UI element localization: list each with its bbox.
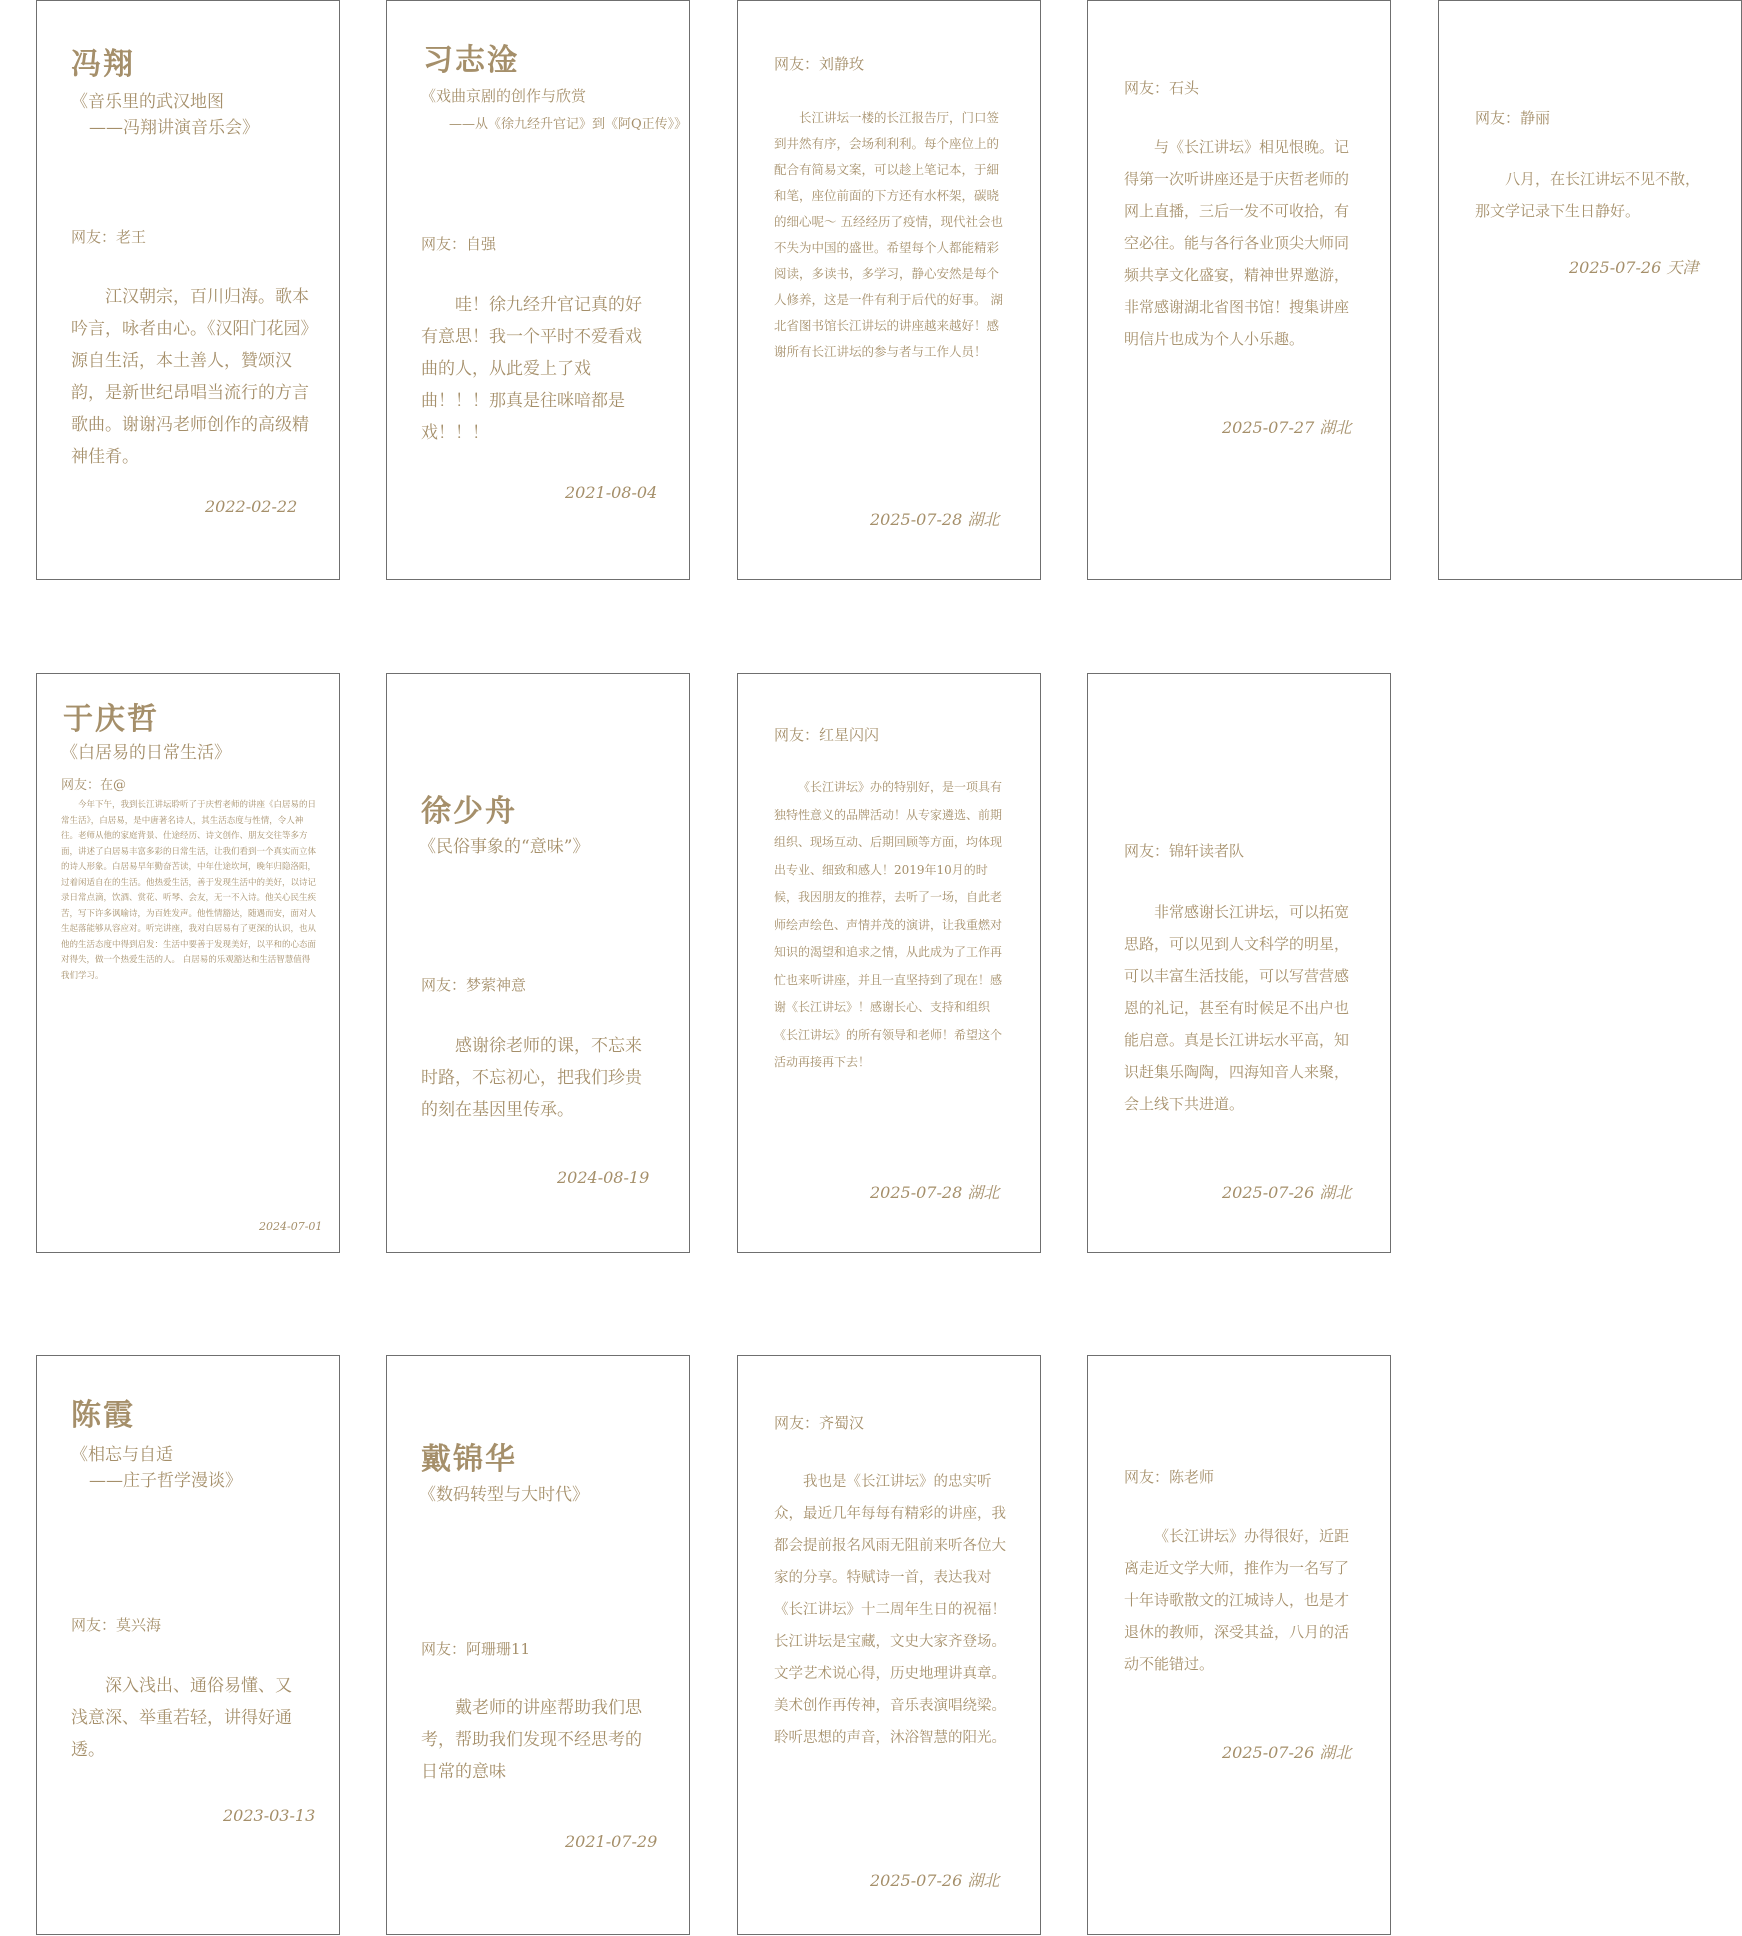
message-text: 江汉朝宗，百川归海。歌本吟言，咏者由心。《汉阳门花园》源自生活，本土善人，贊颂汉韵，是新世纪昂唱当流行的方言歌曲。谢谢冯老师创作的高级精神佳肴。 [71, 287, 309, 467]
netizen-name: 网友：静丽 [1475, 109, 1551, 127]
message-date: 2025-07-26 湖北 [1222, 1183, 1352, 1202]
message-card-5 [1438, 0, 1742, 580]
message-date: 2025-07-28 湖北 [870, 510, 1000, 529]
message-card-7 [386, 673, 690, 1253]
message-card-3 [737, 0, 1041, 580]
message-date: 2025-07-26 湖北 [1222, 1743, 1352, 1762]
message-text: 非常感谢长江讲坛，可以拓宽思路，可以见到人文科学的明星，可以丰富生活技能，可以写营营感恩的礼记，甚至有时候足不出户也能启意。真是长江讲坛水平高，知识赶集乐陶陶，四海知音人来聚，会上线下共进道。 [1124, 903, 1350, 1113]
speaker-name: 于庆哲 [63, 702, 159, 737]
speaker-name: 习志淦 [423, 43, 519, 78]
message-card-4 [1087, 0, 1391, 580]
speaker-name: 戴锦华 [421, 1442, 517, 1477]
lecture-title-line-1: 《相忘与自适 [71, 1445, 173, 1465]
message-text: 戴老师的讲座帮助我们思考，帮助我们发现不经思考的日常的意味 [421, 1698, 642, 1782]
message-date: 2025-07-28 湖北 [870, 1183, 1000, 1202]
message-text: 今年下午，我到长江讲坛聆听了于庆哲老师的讲座《白居易的日常生活》，白居易，是中唐著名诗人，其生活态度与性情，令人神往。老师从他的家庭背景、仕途经历、诗文创作、朋友交往等多方面，讲述了白居易丰富多彩的日常生活，让我们看到一个真实而立体的诗人形象。白居易早年勤奋苦读，中年仕途坎坷，晚年归隐洛阳，过着闲适自在的生活。他热爱生活，善于发现生活中的美好，以诗记录日常点滴，饮酒、赏花、听琴、会友，无一不入诗。他关心民生疾苦，写下许多讽喻诗，为百姓发声。他性情豁达，随遇而安，面对人生起落能够从容应对。听完讲座，我对白居易有了更深的认识，也从他的生活态度中得到启发：生活中要善于发现美好，以平和的心态面对得失，做一个热爱生活的人。 白居易的乐观豁达和生活智慧值得我们学习。 [61, 800, 317, 981]
message-text: 深入浅出、通俗易懂、又浅意深、举重若轻，讲得好通透。 [71, 1676, 292, 1760]
lecture-title-line-1: 《戏曲京剧的创作与欣赏 [421, 87, 587, 105]
message-card-6 [36, 673, 340, 1253]
netizen-name: 网友：陈老师 [1124, 1468, 1215, 1486]
netizen-name: 网友：齐蜀汉 [774, 1414, 865, 1432]
netizen-name: 网友：石头 [1124, 79, 1200, 97]
speaker-name: 冯翔 [71, 47, 135, 82]
netizen-name: 网友：莫兴海 [71, 1616, 162, 1634]
netizen-name: 网友：老王 [71, 228, 147, 246]
message-date: 2024-08-19 [557, 1168, 650, 1187]
lecture-title-line-1: 《民俗事象的“意味”》 [419, 837, 590, 857]
message-text: 《长江讲坛》办得很好，近距离走近文学大师，推作为一名写了十年诗歌散文的江城诗人，也是才退休的教师，深受其益，八月的活动不能错过。 [1124, 1527, 1350, 1673]
lecture-title-line-2: ——从《徐九经升官记》到《阿Q正传》》 [449, 117, 688, 132]
lecture-title-line-2: ——庄子哲学漫谈》 [89, 1471, 242, 1491]
message-date: 2023-03-13 [223, 1806, 316, 1825]
netizen-name: 网友：自强 [421, 235, 497, 253]
speaker-name: 陈霞 [71, 1398, 135, 1433]
message-card-8 [737, 673, 1041, 1253]
netizen-name: 网友：在@ [61, 778, 127, 793]
message-card-1 [36, 0, 340, 580]
message-date: 2025-07-27 湖北 [1222, 418, 1352, 437]
message-card-10 [36, 1355, 340, 1935]
message-card-2 [386, 0, 690, 580]
message-date: 2024-07-01 [259, 1220, 323, 1233]
lecture-title-line-2: ——冯翔讲演音乐会》 [89, 118, 259, 138]
message-text: 长江讲坛一楼的长江报告厅，门口签到井然有序，会场利利利。每个座位上的配合有简易文案，可以趁上笔记本，于細和笔，座位前面的下方还有水杯架，碳晓的细心呢～ 五经经历了疫情，现代社会也不失为中国的盛世。希望每个人都能精彩阅读，多读书，多学习，静心安然是每个人修养，这是一件有利于后代的好事。 湖北省图书馆长江讲坛的讲座越来越好！感谢所有长江讲坛的参与者与工作人员！ [774, 110, 1003, 359]
lecture-title-line-1: 《音乐里的武汉地图 [71, 92, 224, 112]
netizen-name: 网友：刘静玫 [774, 55, 865, 73]
message-text: 哇！徐九经升官记真的好有意思！我一个平时不爱看戏曲的人，从此爱上了戏曲！！！那真是往咪喑都是戏！！！ [421, 295, 642, 443]
netizen-name: 网友：梦萦神意 [421, 976, 527, 994]
netizen-name: 网友：阿珊珊11 [421, 1640, 531, 1658]
message-text: 感谢徐老师的课，不忘来时路，不忘初心，把我们珍贵的刻在基因里传承。 [421, 1036, 642, 1120]
message-text: 我也是《长江讲坛》的忠实听众，最近几年每每有精彩的讲座，我都会提前报名风雨无阻前来听各位大家的分享。特赋诗一首，表达我对《长江讲坛》十二周年生日的祝福！ 长江讲坛是宝藏，文史大家齐登场。文学艺术说心得，历史地理讲真章。美术创作再传神，音乐表演唱绕梁。聆听思想的声音，沐浴智慧的阳光。 [774, 1474, 1006, 1746]
message-date: 2021-07-29 [565, 1832, 658, 1851]
message-date: 2025-07-26 天津 [1569, 258, 1699, 277]
message-text: 《长江讲坛》办的特别好，是一项具有独特性意义的品牌活动！从专家遴选、前期组织、现场互动、后期回顾等方面，均体现出专业、细致和感人！2019年10月的时候，我因朋友的推荐，去听了一场，自此老师绘声绘色、声情并茂的演讲，让我重燃对知识的渴望和追求之情，从此成为了工作再忙也来听讲座，并且一直坚持到了现在！感谢《长江讲坛》！感谢长心、支持和组织《长江讲坛》的所有领导和老师！希望这个活动再接再下去！ [774, 780, 1003, 1069]
message-text: 八月，在长江讲坛不见不散，那文学记录下生日静好。 [1475, 170, 1701, 220]
lecture-title-line-1: 《白居易的日常生活》 [61, 743, 231, 763]
message-date: 2021-08-04 [565, 483, 658, 502]
message-card-13 [1087, 1355, 1391, 1935]
message-card-11 [386, 1355, 690, 1935]
message-date: 2022-02-22 [205, 497, 298, 516]
netizen-name: 网友：锦轩读者队 [1124, 842, 1245, 860]
message-date: 2025-07-26 湖北 [870, 1871, 1000, 1890]
netizen-name: 网友：红星闪闪 [774, 726, 880, 744]
lecture-title-line-1: 《数码转型与大时代》 [419, 1485, 589, 1505]
message-card-12 [737, 1355, 1041, 1935]
speaker-name: 徐少舟 [421, 794, 517, 829]
message-text: 与《长江讲坛》相见恨晚。记得第一次听讲座还是于庆哲老师的网上直播，三后一发不可收拾，有空必往。能与各行各业顶尖大师同频共享文化盛宴，精神世界邀游，非常感谢湖北省图书馆！搜集讲座明信片也成为个人小乐趣。 [1124, 138, 1350, 348]
message-card-9 [1087, 673, 1391, 1253]
